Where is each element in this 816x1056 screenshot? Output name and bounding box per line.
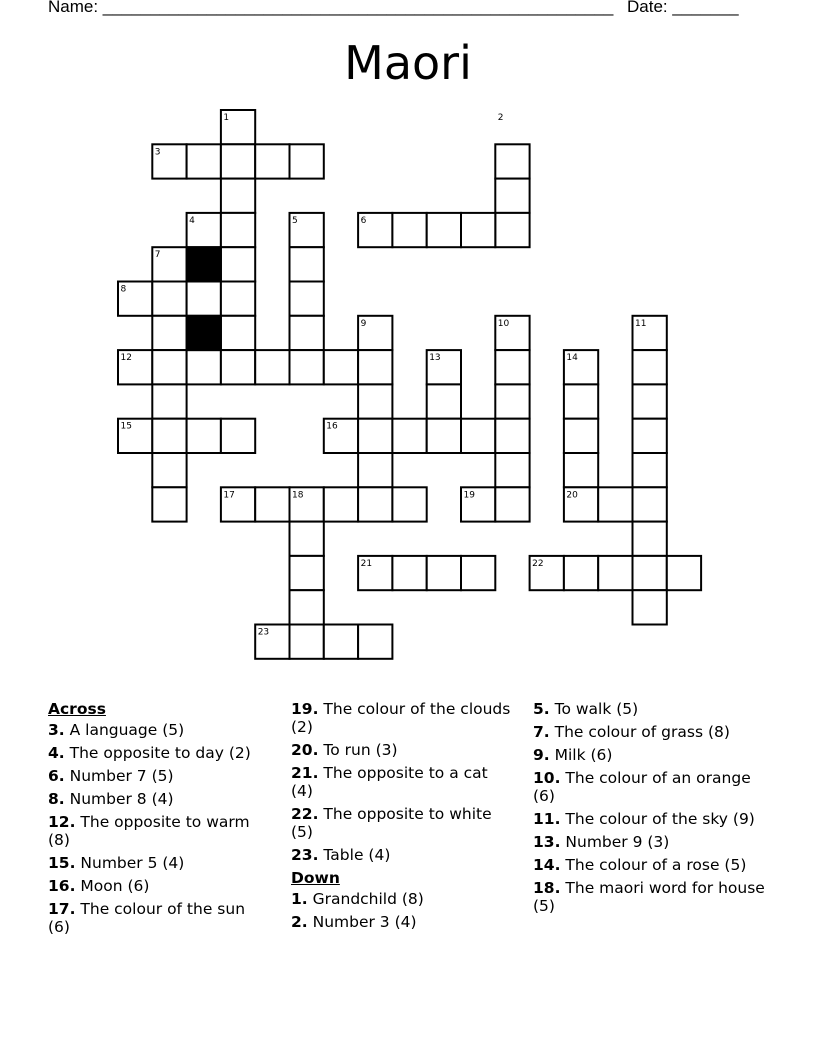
clue-item xyxy=(291,764,513,800)
grid-cell[interactable] xyxy=(667,556,701,590)
clue-text: The colour of the sun (6) xyxy=(48,900,246,936)
clue-number: 19. xyxy=(291,700,319,718)
clue-text: Number 7 (5) xyxy=(64,767,174,785)
clue-item xyxy=(291,890,513,908)
clue-item xyxy=(533,769,773,805)
clue-number: 22. xyxy=(291,805,319,823)
grid-cell[interactable] xyxy=(427,213,461,247)
clue-text: The colour of the clouds (2) xyxy=(291,700,511,736)
grid-cell[interactable] xyxy=(152,384,186,418)
grid-cell[interactable] xyxy=(221,350,255,384)
grid-cell[interactable] xyxy=(152,453,186,487)
clue-item xyxy=(533,879,773,915)
clue-text: To walk (5) xyxy=(549,700,639,718)
grid-cell[interactable] xyxy=(324,625,358,659)
clue-number: 20. xyxy=(291,741,319,759)
clue-text: The opposite to day (2) xyxy=(64,744,251,762)
cell-number: 10 xyxy=(497,318,510,329)
clue-text: Moon (6) xyxy=(75,877,150,895)
grid-cell[interactable] xyxy=(358,350,392,384)
clue-number: 4. xyxy=(48,744,65,762)
grid-cell[interactable] xyxy=(495,384,529,418)
clue-item xyxy=(291,913,513,931)
cell-number: 9 xyxy=(360,318,367,329)
clue-number: 5. xyxy=(533,700,550,718)
grid-cell[interactable] xyxy=(633,350,667,384)
grid-cell[interactable] xyxy=(290,282,324,316)
clue-item xyxy=(533,833,773,851)
name-label: Name: xyxy=(48,0,103,16)
grid-cell[interactable] xyxy=(152,282,186,316)
grid-cell[interactable] xyxy=(152,487,186,521)
clues-column-1 xyxy=(48,700,270,941)
cell-number: 7 xyxy=(154,250,161,261)
grid-cell[interactable] xyxy=(427,556,461,590)
clue-text: Number 5 (4) xyxy=(75,854,185,872)
cell-number: 18 xyxy=(292,490,304,501)
cell-number: 6 xyxy=(360,215,367,226)
clue-number: 18. xyxy=(533,879,561,897)
clue-text: Grandchild (8) xyxy=(307,890,424,908)
clue-text: The colour of a rose (5) xyxy=(560,856,747,874)
grid-cell[interactable] xyxy=(290,556,324,590)
clue-number: 7. xyxy=(533,723,550,741)
clue-number: 16. xyxy=(48,877,76,895)
grid-cell[interactable] xyxy=(358,487,392,521)
grid-cell[interactable] xyxy=(392,487,426,521)
clues-column-3 xyxy=(533,700,773,920)
clue-item xyxy=(533,700,773,718)
clue-item xyxy=(48,790,270,808)
grid-cell[interactable] xyxy=(633,590,667,624)
clue-text: Number 8 (4) xyxy=(64,790,174,808)
grid-cell[interactable] xyxy=(633,487,667,521)
clue-text: The opposite to a cat (4) xyxy=(291,764,488,800)
grid-cell[interactable] xyxy=(427,384,461,418)
clue-item xyxy=(533,856,773,874)
cell-number: 13 xyxy=(429,353,441,364)
grid-cell[interactable] xyxy=(495,453,529,487)
cell-number: 23 xyxy=(257,627,270,638)
grid-cell[interactable] xyxy=(598,487,632,521)
cell-number: 1 xyxy=(223,113,230,123)
cell-number: 2 xyxy=(497,113,504,123)
grid-cell[interactable] xyxy=(495,144,529,178)
grid-cell[interactable] xyxy=(495,179,529,213)
grid-cell[interactable] xyxy=(564,419,598,453)
clue-heading: Across xyxy=(48,700,106,718)
clue-text: To run (3) xyxy=(318,741,398,759)
clue-number: 17. xyxy=(48,900,76,918)
date-label: Date: xyxy=(627,0,673,16)
cell-number: 3 xyxy=(154,147,161,158)
clue-number: 2. xyxy=(291,913,308,931)
grid-cell[interactable] xyxy=(255,350,289,384)
clue-item xyxy=(291,846,513,864)
grid-cell[interactable] xyxy=(152,419,186,453)
clue-item xyxy=(48,767,270,785)
clue-number: 13. xyxy=(533,833,561,851)
cell-number: 15 xyxy=(120,421,132,432)
cell-number: 17 xyxy=(223,490,235,501)
clue-item xyxy=(291,805,513,841)
grid-cell[interactable] xyxy=(564,453,598,487)
clue-number: 21. xyxy=(291,764,319,782)
grid-cell[interactable] xyxy=(290,144,324,178)
grid-cell[interactable] xyxy=(324,350,358,384)
grid-cell[interactable] xyxy=(633,522,667,556)
clue-text: The colour of the sky (9) xyxy=(560,810,755,828)
grid-cell[interactable] xyxy=(495,213,529,247)
cell-number: 14 xyxy=(566,353,578,364)
clue-number: 3. xyxy=(48,721,65,739)
grid-cell[interactable] xyxy=(358,625,392,659)
black-cell xyxy=(187,247,221,281)
clue-item xyxy=(48,721,270,739)
grid-cell[interactable] xyxy=(633,556,667,590)
clue-number: 23. xyxy=(291,846,319,864)
grid-cell[interactable] xyxy=(152,350,186,384)
clue-text: The opposite to white (5) xyxy=(291,805,492,841)
clue-number: 14. xyxy=(533,856,561,874)
clue-text: Number 9 (3) xyxy=(560,833,670,851)
clue-item xyxy=(48,813,270,849)
clue-text: Milk (6) xyxy=(549,746,613,764)
grid-cell[interactable] xyxy=(221,247,255,281)
grid-cell[interactable] xyxy=(392,556,426,590)
grid-cell[interactable] xyxy=(255,487,289,521)
clue-text: Table (4) xyxy=(318,846,391,864)
cell-number: 16 xyxy=(326,421,338,432)
clue-number: 1. xyxy=(291,890,308,908)
grid-cell[interactable] xyxy=(564,556,598,590)
grid-cell[interactable] xyxy=(290,247,324,281)
clue-item xyxy=(48,744,270,762)
clue-number: 9. xyxy=(533,746,550,764)
grid-cell[interactable] xyxy=(255,144,289,178)
grid-cell[interactable] xyxy=(633,384,667,418)
clue-heading: Down xyxy=(291,869,340,887)
clue-item xyxy=(291,700,513,736)
grid-cell[interactable] xyxy=(495,419,529,453)
grid-cell[interactable] xyxy=(221,282,255,316)
cell-number: 12 xyxy=(120,353,132,364)
clue-item xyxy=(533,746,773,764)
grid-cell[interactable] xyxy=(598,556,632,590)
cell-number: 20 xyxy=(566,490,578,501)
clue-text: The colour of grass (8) xyxy=(549,723,730,741)
clue-number: 12. xyxy=(48,813,76,831)
cell-number: 5 xyxy=(292,215,298,226)
clue-item xyxy=(533,723,773,741)
clue-text: The maori word for house (5) xyxy=(533,879,765,915)
grid-cell[interactable] xyxy=(358,384,392,418)
clue-item xyxy=(48,877,270,895)
clue-item xyxy=(48,900,270,936)
grid-cell[interactable] xyxy=(187,350,221,384)
grid-cell[interactable] xyxy=(290,350,324,384)
grid-cell[interactable] xyxy=(495,350,529,384)
clue-number: 8. xyxy=(48,790,65,808)
grid-cell[interactable] xyxy=(564,384,598,418)
cell-number: 8 xyxy=(120,284,127,295)
grid-cell[interactable] xyxy=(221,419,255,453)
clue-item xyxy=(291,741,513,759)
clue-text: The colour of an orange (6) xyxy=(533,769,751,805)
clue-text: The opposite to warm (8) xyxy=(48,813,250,849)
name-line[interactable]: ______________________________________________________ xyxy=(102,0,614,16)
grid-cell[interactable] xyxy=(187,282,221,316)
grid-cell[interactable] xyxy=(461,213,495,247)
grid-cell[interactable] xyxy=(358,453,392,487)
grid-cell[interactable] xyxy=(290,590,324,624)
clue-number: 11. xyxy=(533,810,561,828)
cell-number: 4 xyxy=(189,215,195,226)
grid-cell[interactable] xyxy=(187,419,221,453)
grid-cell[interactable] xyxy=(290,522,324,556)
grid-cell[interactable] xyxy=(290,625,324,659)
clue-number: 15. xyxy=(48,854,76,872)
clue-text: Number 3 (4) xyxy=(307,913,417,931)
cell-number: 21 xyxy=(360,558,373,569)
black-cell xyxy=(187,316,221,350)
grid-cell[interactable] xyxy=(152,316,186,350)
clue-number: 6. xyxy=(48,767,65,785)
cell-number: 11 xyxy=(635,318,647,329)
date-line[interactable]: _______ xyxy=(672,0,739,16)
grid-cell[interactable] xyxy=(221,179,255,213)
grid-cell[interactable] xyxy=(461,419,495,453)
grid-cell[interactable] xyxy=(633,453,667,487)
grid-cell[interactable] xyxy=(358,419,392,453)
cell-number: 19 xyxy=(463,490,475,501)
grid-cell[interactable] xyxy=(633,419,667,453)
clue-item xyxy=(48,854,270,872)
clue-number: 10. xyxy=(533,769,561,787)
page-title: Maori xyxy=(344,36,472,90)
grid-cell[interactable] xyxy=(324,487,358,521)
grid-cell[interactable] xyxy=(427,419,461,453)
grid-cell[interactable] xyxy=(221,213,255,247)
grid-cell[interactable] xyxy=(290,316,324,350)
cell-number: 22 xyxy=(532,558,544,569)
grid-cell[interactable] xyxy=(461,556,495,590)
grid-cell[interactable] xyxy=(221,316,255,350)
grid-cell[interactable] xyxy=(495,487,529,521)
grid-cell[interactable] xyxy=(221,144,255,178)
clue-item xyxy=(533,810,773,828)
clues-column-2 xyxy=(291,700,513,936)
grid-cell[interactable] xyxy=(392,419,426,453)
grid-cell[interactable] xyxy=(187,144,221,178)
grid-cell[interactable] xyxy=(392,213,426,247)
clue-text: A language (5) xyxy=(64,721,185,739)
